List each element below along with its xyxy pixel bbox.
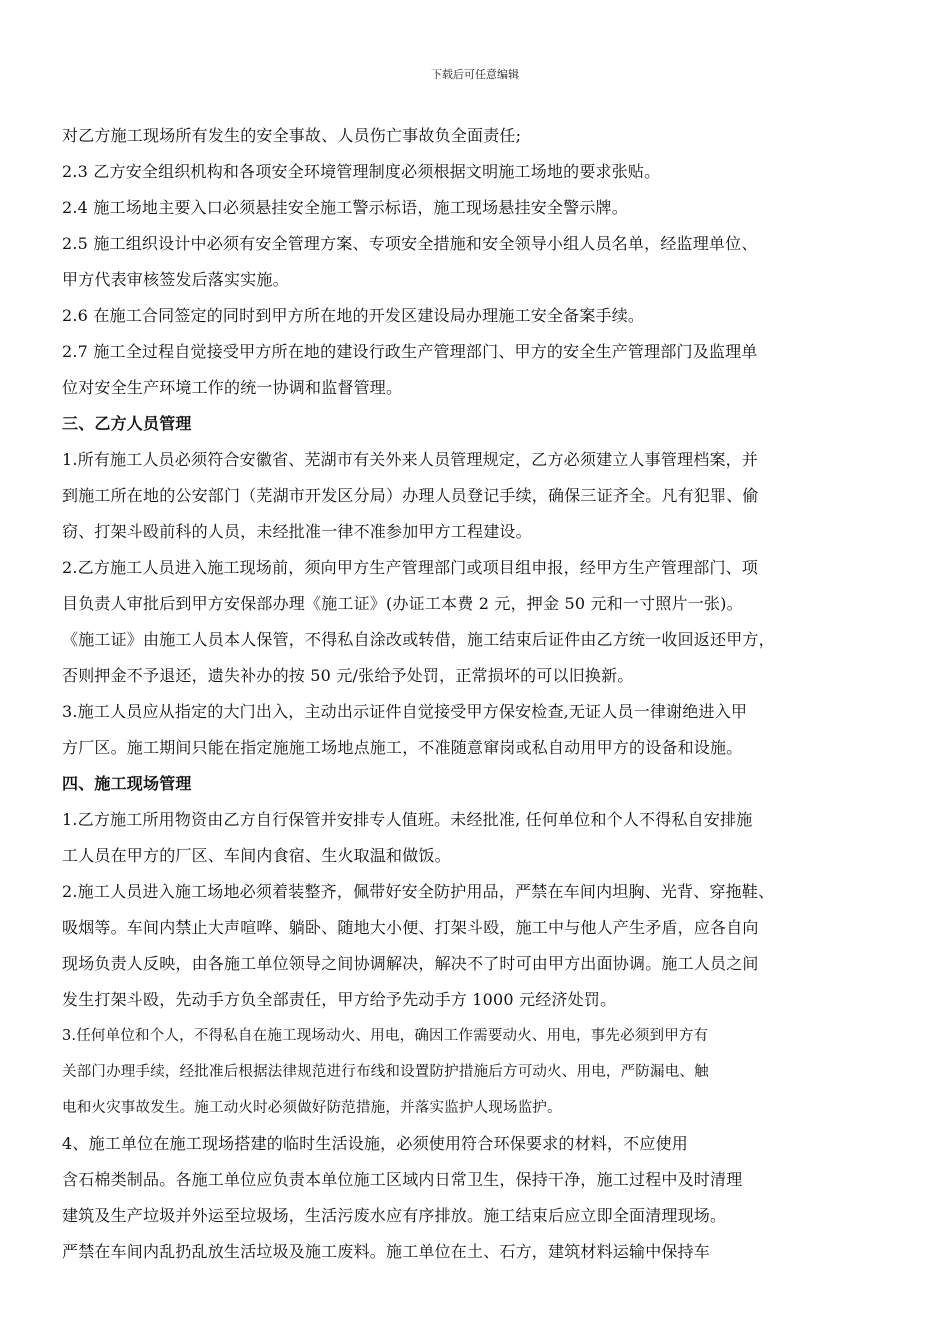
- paragraph-line: 《施工证》由施工人员本人保管，不得私自涂改或转借，施工结束后证件由乙方统一收回返还甲方，: [62, 630, 775, 649]
- paragraph-line: 4、施工单位在施工现场搭建的临时生活设施，必须使用符合环保要求的材料，不应使用: [62, 1134, 688, 1153]
- page-header: 下载后可任意编辑: [431, 68, 519, 81]
- paragraph-line: 关部门办理手续，经批准后根据法律规范进行布线和设置防护措施后方可动火、用电，严防漏电、触: [62, 1064, 709, 1080]
- paragraph-line: 否则押金不予退还，遗失补办的按 50 元/张给予处罚，正常损坏的可以旧换新。: [62, 666, 634, 685]
- paragraph-line: 发生打架斗殴，先动手方负全部责任，甲方给予先动手方 1000 元经济处罚。: [62, 990, 617, 1009]
- paragraph-line: 电和火灾事故发生。施工动火时必须做好防范措施，并落实监护人现场监护。: [62, 1100, 562, 1116]
- paragraph-line: 严禁在车间内乱扔乱放生活垃圾及施工废料。施工单位在土、石方，建筑材料运输中保持车: [62, 1242, 711, 1261]
- paragraph-line: 2.3 乙方安全组织机构和各项安全环境管理制度必须根据文明施工场地的要求张贴。: [62, 162, 661, 181]
- paragraph-line: 2.4 施工场地主要入口必须悬挂安全施工警示标语，施工现场悬挂安全警示牌。: [62, 198, 628, 217]
- paragraph-line: 现场负责人反映，由各施工单位领导之间协调解决，解决不了时可由甲方出面协调。施工人员之间: [62, 954, 759, 973]
- paragraph-line: 含石棉类制品。各施工单位应负责本单位施工区域内日常卫生，保持干净，施工过程中及时清理: [62, 1170, 743, 1189]
- paragraph-line: 目负责人审批后到甲方安保部办理《施工证》(办证工本费 2 元，押金 50 元和一寸照片一张)。: [62, 594, 743, 613]
- paragraph-line: 2.乙方施工人员进入施工现场前，须向甲方生产管理部门或项目组申报，经甲方生产管理部门、项: [62, 558, 759, 577]
- paragraph-line: 吸烟等。车间内禁止大声喧哗、躺卧、随地大小便、打架斗殴，施工中与他人产生矛盾，应各自向: [62, 918, 759, 937]
- paragraph-line: 到施工所在地的公安部门（芜湖市开发区分局）办理人员登记手续，确保三证齐全。凡有犯罪、偷: [62, 486, 759, 505]
- paragraph-line: 1.乙方施工所用物资由乙方自行保管并安排专人值班。未经批准, 任何单位和个人不得私自安排施: [62, 810, 753, 829]
- document-body: [62, 118, 888, 1270]
- paragraph-line: 1.所有施工人员必须符合安徽省、芜湖市有关外来人员管理规定，乙方必须建立人事管理档案，并: [62, 450, 759, 469]
- paragraph-line: 3.施工人员应从指定的大门出入，主动出示证件自觉接受甲方保安检查,无证人员一律谢绝进入甲: [62, 702, 748, 721]
- paragraph-line: 2.7 施工全过程自觉接受甲方所在地的建设行政生产管理部门、甲方的安全生产管理部门及监理单: [62, 342, 758, 361]
- paragraph-line: 方厂区。施工期间只能在指定施施工场地点施工，不准随意窜岗或私自动用甲方的设备和设施。: [62, 738, 743, 757]
- section-heading: 四、施工现场管理: [62, 774, 192, 793]
- paragraph-line: 3.任何单位和个人，不得私自在施工现场动火、用电，确因工作需要动火、用电，事先必须到甲方有: [62, 1028, 709, 1044]
- paragraph-line: 工人员在甲方的厂区、车间内食宿、生火取温和做饭。: [62, 846, 451, 865]
- section-heading: 三、乙方人员管理: [62, 414, 192, 433]
- paragraph-line: 2.6 在施工合同签定的同时到甲方所在地的开发区建设局办理施工安全备案手续。: [62, 306, 645, 325]
- paragraph-line: 甲方代表审核签发后落实实施。: [62, 270, 289, 289]
- paragraph-line: 位对安全生产环境工作的统一协调和监督管理。: [62, 378, 403, 397]
- paragraph-line: 窃、打架斗殴前科的人员，未经批准一律不准参加甲方工程建设。: [62, 522, 532, 541]
- paragraph-line: 2.施工人员进入施工场地必须着装整齐，佩带好安全防护用品，严禁在车间内坦胸、光背、穿拖鞋、: [62, 882, 775, 901]
- paragraph-line: 对乙方施工现场所有发生的安全事故、人员伤亡事故负全面责任;: [62, 126, 522, 145]
- paragraph-line: 2.5 施工组织设计中必须有安全管理方案、专项安全措施和安全领导小组人员名单，经监理单位、: [62, 234, 758, 253]
- paragraph-line: 建筑及生产垃圾并外运至垃圾场，生活污废水应有序排放。施工结束后应立即全面清理现场。: [62, 1206, 727, 1225]
